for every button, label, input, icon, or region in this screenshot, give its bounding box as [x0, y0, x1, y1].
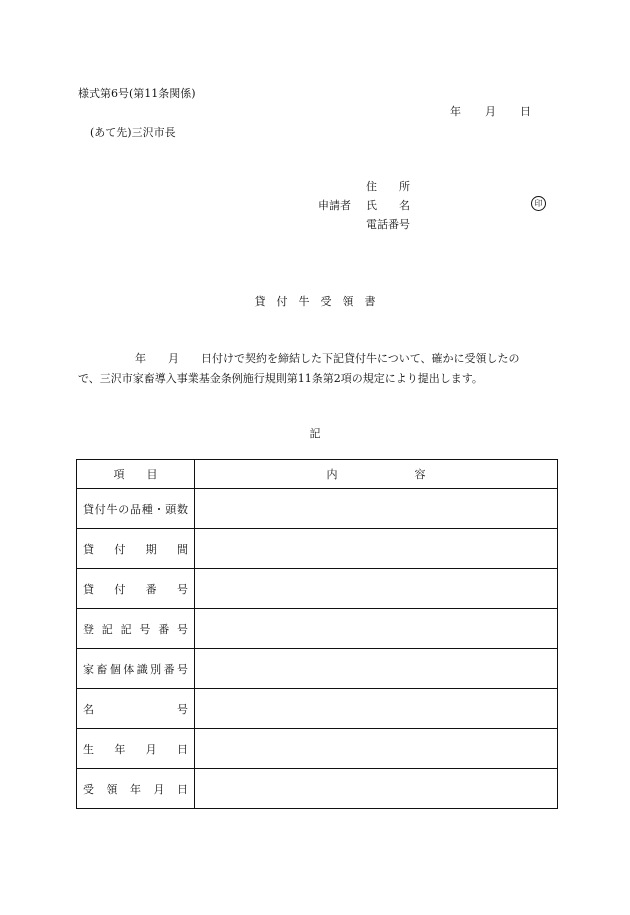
- body-line-2: で、三沢市家畜導入事業基金条例施行規則第11条第2項の規定により提出します。: [78, 372, 483, 385]
- row-label: 生年月日: [77, 729, 195, 769]
- row-label: 名号: [77, 689, 195, 729]
- table-header-row: [77, 460, 558, 489]
- form-number: 様式第6号(第11条関係): [78, 87, 196, 100]
- row-value[interactable]: [195, 769, 558, 809]
- header-content: 内 容: [195, 460, 558, 489]
- table-row: [77, 609, 558, 649]
- date-day: 日: [520, 105, 531, 118]
- name-label: 氏 名: [366, 199, 410, 212]
- row-value[interactable]: [195, 489, 558, 529]
- row-label: 貸付期間: [77, 529, 195, 569]
- row-label: 登記記号番号: [77, 609, 195, 649]
- row-value[interactable]: [195, 529, 558, 569]
- table-row: [77, 729, 558, 769]
- addressee: (あて先)三沢市長: [90, 126, 176, 139]
- table-row: [77, 569, 558, 609]
- ki-heading: 記: [309, 427, 321, 440]
- row-value[interactable]: [195, 609, 558, 649]
- row-value[interactable]: [195, 729, 558, 769]
- date-month: 月: [485, 105, 496, 118]
- row-label: 貸付番号: [77, 569, 195, 609]
- row-label: 家畜個体識別番号: [77, 649, 195, 689]
- table-row: [77, 769, 558, 809]
- row-label: 貸付牛の品種・頭数: [77, 489, 195, 529]
- row-label: 受領年月日: [77, 769, 195, 809]
- body-text: [78, 349, 520, 389]
- phone-label: 電話番号: [366, 218, 410, 231]
- date-line: [450, 103, 531, 119]
- date-year: 年: [450, 105, 461, 118]
- seal-mark: 印: [531, 196, 546, 211]
- applicant-label: 申請者: [318, 199, 351, 212]
- table-row: [77, 529, 558, 569]
- header-item: 項 目: [77, 460, 195, 489]
- table-row: [77, 689, 558, 729]
- row-value[interactable]: [195, 649, 558, 689]
- row-value[interactable]: [195, 569, 558, 609]
- body-line-1: 年 月 日付けで契約を締結した下記貸付牛について、確かに受領したの: [135, 352, 520, 365]
- document-title: 貸 付 牛 受 領 書: [254, 295, 376, 308]
- table-row: [77, 649, 558, 689]
- table-row: [77, 489, 558, 529]
- address-label: 住 所: [366, 180, 410, 193]
- row-value[interactable]: [195, 689, 558, 729]
- items-table: [76, 459, 558, 809]
